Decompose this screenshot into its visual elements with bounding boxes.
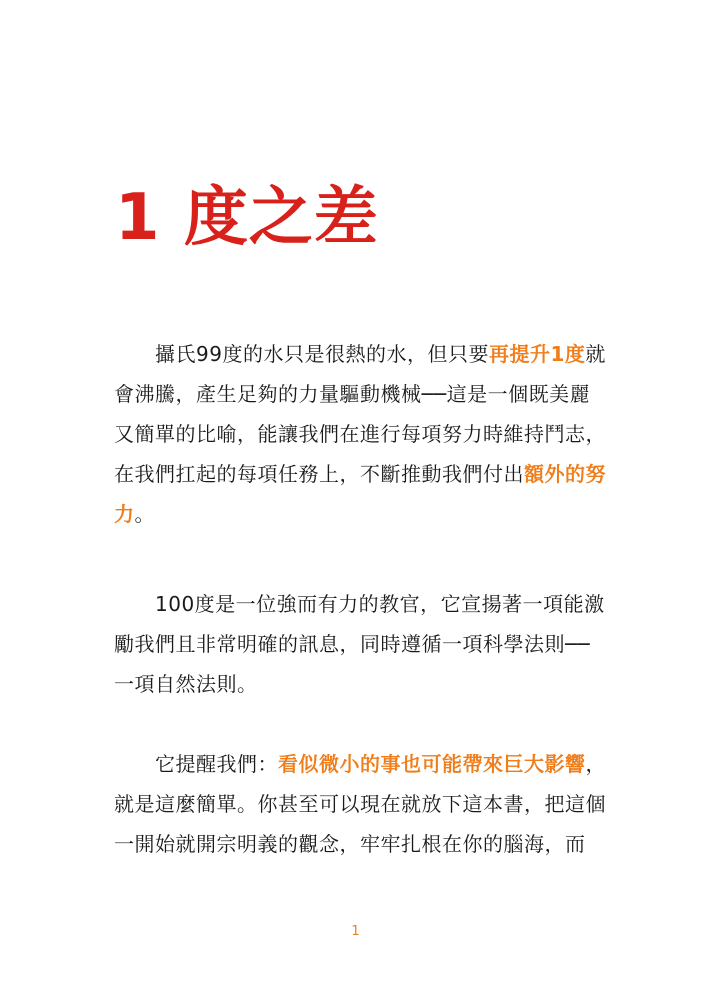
emphasis-text: 力 [114, 502, 135, 526]
text-line [114, 414, 604, 454]
chapter-title: 1 度之差 [115, 181, 379, 255]
text-line [114, 454, 604, 494]
body-text: 勵我們且非常明確的訊息，同時遵循一項科學法則── [114, 632, 591, 656]
body-text: 又簡單的比喻，能讓我們在進行每項努力時維持鬥志， [114, 422, 606, 446]
body-text: 就是這麼簡單。你甚至可以現在就放下這本書，把這個 [114, 792, 606, 816]
body-text: 一項自然法則。 [114, 672, 258, 696]
text-line [114, 584, 604, 624]
paragraph-2 [114, 584, 604, 704]
body-text: 會沸騰，產生足夠的力量驅動機械──這是一個既美麗 [114, 382, 591, 406]
body-text: 100度是一位強而有力的教官，它宣揚著一項能激 [114, 592, 605, 616]
emphasis-text: 額外的努 [524, 462, 606, 486]
text-line [114, 664, 604, 704]
body-text: 在我們扛起的每項任務上，不斷推動我們付出 [114, 462, 524, 486]
text-line [114, 824, 604, 864]
text-line [114, 494, 604, 534]
body-text: 它提醒我們： [114, 752, 278, 776]
body-text: 就 [585, 342, 606, 366]
page-number: 1 [351, 924, 360, 939]
emphasis-text: 看似微小的事也可能帶來巨大影響 [278, 752, 586, 776]
text-line [114, 624, 604, 664]
paragraph-3 [114, 744, 604, 864]
emphasis-text: 再提升1度 [488, 342, 586, 366]
text-line [114, 744, 604, 784]
body-text: 攝氏99度的水只是很熱的水，但只要 [114, 342, 489, 366]
body-text: ， [585, 752, 606, 776]
body-text: 一開始就開宗明義的觀念，牢牢扎根在你的腦海，而 [114, 832, 586, 856]
text-line [114, 784, 604, 824]
text-line [114, 374, 604, 414]
text-line [114, 334, 604, 374]
body-text: 。 [134, 502, 155, 526]
paragraph-1 [114, 334, 604, 534]
